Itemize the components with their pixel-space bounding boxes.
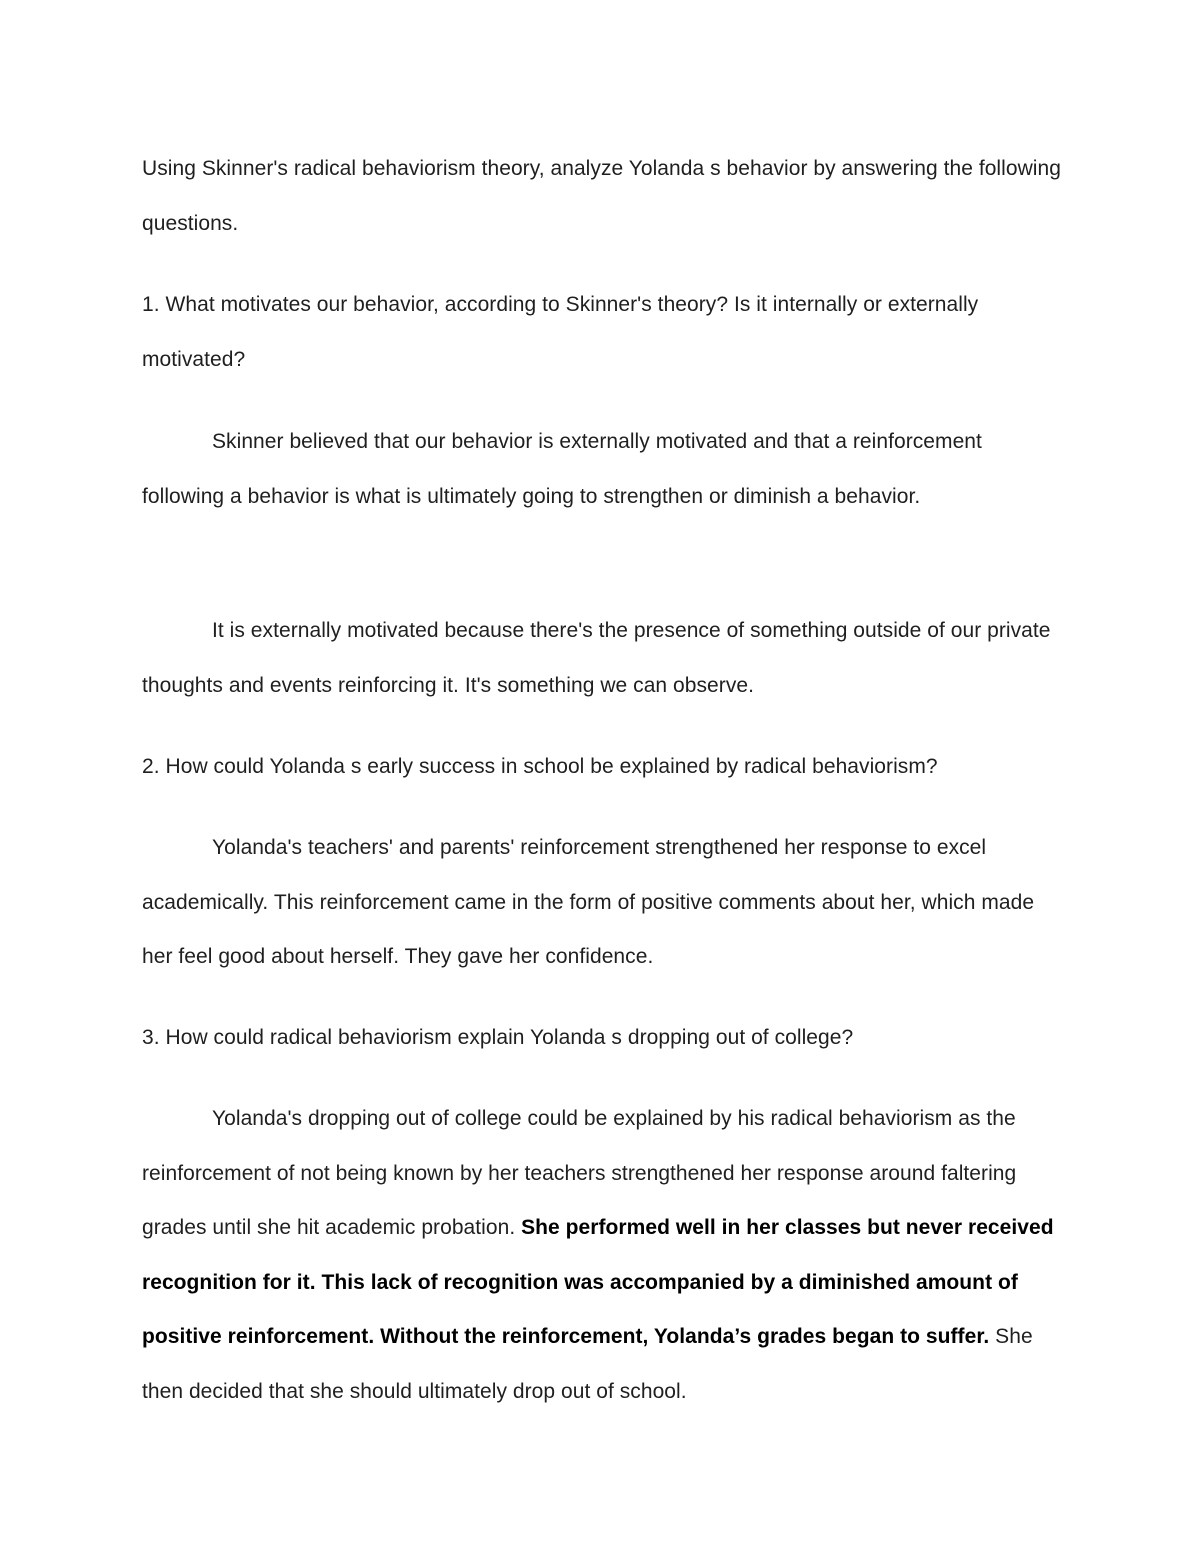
question-2: 2. How could Yolanda s early success in school be explained by radical behaviorism?	[142, 755, 938, 778]
answer-1-paragraph-2: It is externally motivated because there's the presence of something outside of our private thoughts and events reinforcing it. It's something we can observe.	[142, 619, 1051, 697]
answer-3-paragraph	[142, 1092, 1067, 1419]
intro-paragraph: Using Skinner's radical behaviorism theory, analyze Yolanda s behavior by answering the following questions.	[142, 157, 1061, 235]
answer-2-paragraph: Yolanda's teachers' and parents' reinforcement strengthened her response to excel academically. This reinforcement came in the form of positive comments about her, which made her feel good about herself. They gave her confidence.	[142, 836, 1035, 968]
answer-1-paragraph-1: Skinner believed that our behavior is externally motivated and that a reinforcement following a behavior is what is ultimately going to strengthen or diminish a behavior.	[142, 430, 982, 508]
answer-3-text-start: Yolanda's dropping out of college could be explained by his radical behaviorism as the reinforcement of not being known by her teachers strengthened her response around faltering grades until she hit academic probation.	[142, 1107, 1017, 1239]
answer-3-text-end: She then decided that she should ultimately drop out of school.	[142, 1325, 1033, 1403]
answer-3-bold-text: She performed well in her classes but never received recognition for it. This lack of recognition was accompanied by a diminished amount of positive reinforcement. Without the reinforcement, Yolanda’s grades began to suffer.	[142, 1216, 1054, 1348]
question-1: 1. What motivates our behavior, according to Skinner's theory? Is it internally or externally motivated?	[142, 293, 979, 371]
question-3: 3. How could radical behaviorism explain Yolanda s dropping out of college?	[142, 1026, 854, 1049]
